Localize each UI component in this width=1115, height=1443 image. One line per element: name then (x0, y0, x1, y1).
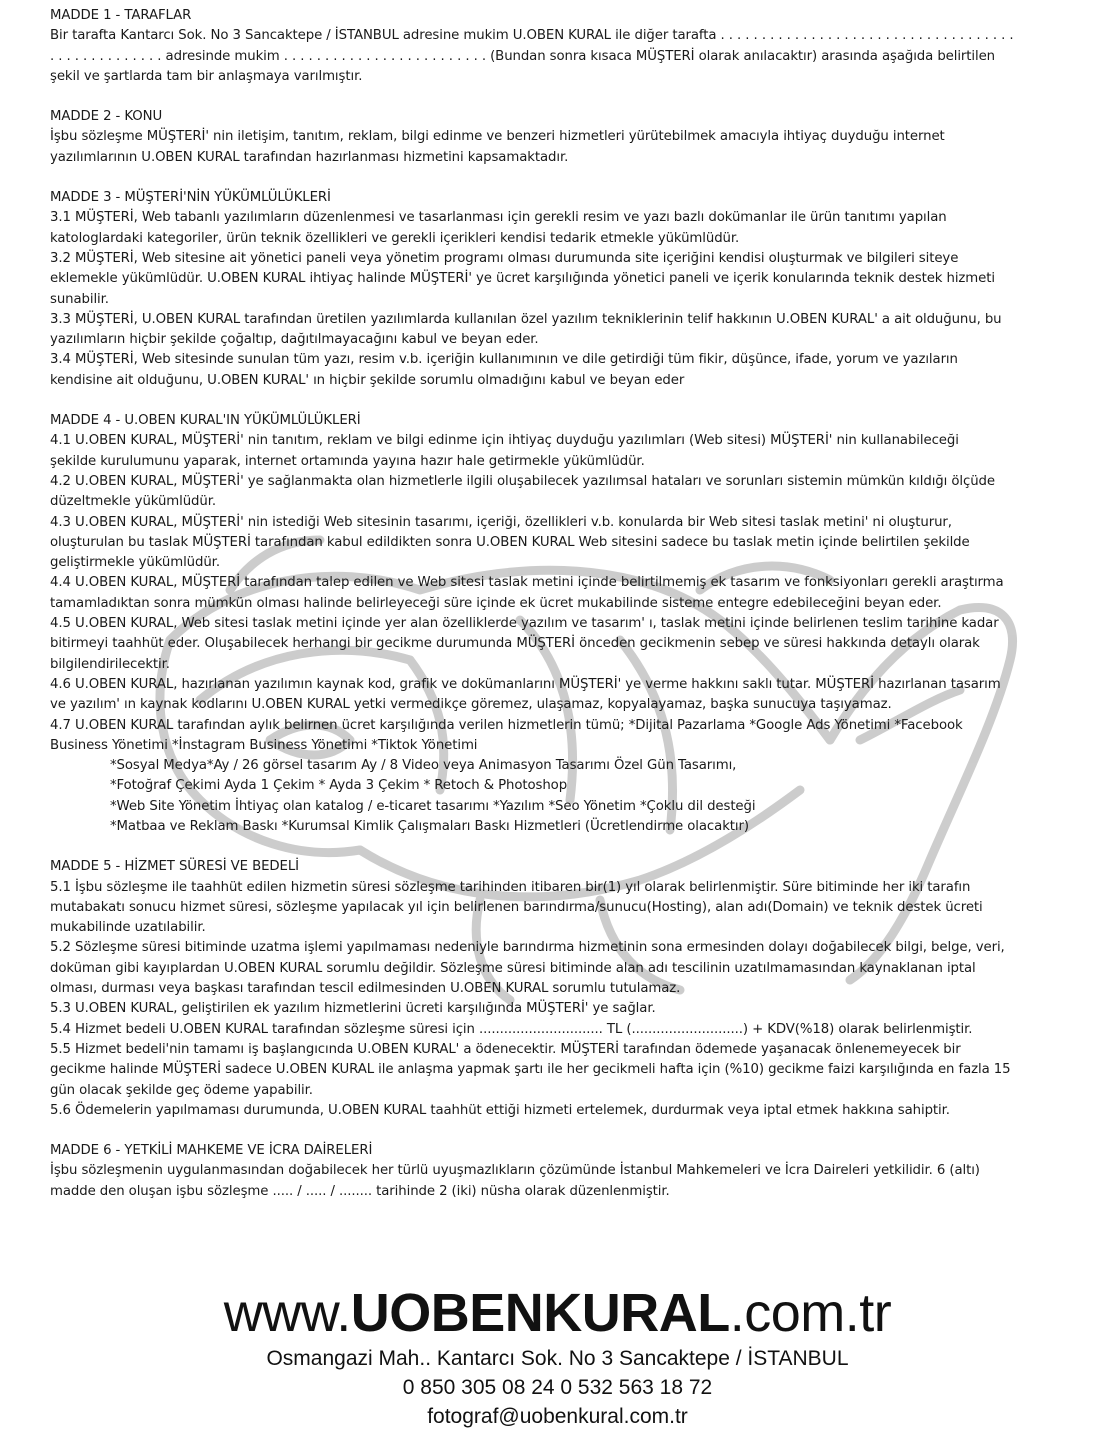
phone-numbers[interactable]: 0 850 305 08 24 0 532 563 18 72 (402, 1376, 713, 1399)
email-address[interactable]: fotograf@uobenkural.com.tr (427, 1405, 688, 1428)
section-5-line: 5.1 İşbu sözleşme ile taahhüt edilen hizmetin süresi sözleşme tarihinden itibaren bir(1) yıl olarak belirlenmiştir. Süre bitiminde her iki tarafın (50, 879, 971, 895)
section-5-line: 5.6 Ödemelerin yapılmaması durumunda, U.OBEN KURAL taahhüt ettiği hizmeti ertelemek, durdurmak veya iptal etmek hakkına sahiptir. (50, 1102, 950, 1118)
section-5-line: mukabilinde uzatılabilir. (50, 920, 206, 936)
website-brand: UOBENKURAL (350, 1283, 730, 1343)
section-4-line: 4.7 U.OBEN KURAL tarafından aylık belirnen ücret karşılığında verilen hizmetlerin tümü; *Dijital Pazarlama *Google Ads Yönetimi *Facebook (50, 717, 963, 733)
section-4-line: düzeltmekle yükümlüdür. (50, 494, 217, 510)
section-2-line: İşbu sözleşme MÜŞTERİ' nin iletişim, tanıtım, reklam, bilgi edinme ve benzeri hizmetleri yürütebilmek amacıyla ihtiyaç duyduğu internet (50, 129, 945, 145)
section-1-line: Bir tarafta Kantarcı Sok. No 3 Sancaktepe / İSTANBUL adresine mukim U.OBEN KURAL ile diğer tarafta . . . . . . . . . . . . . . . . . . . . . . . . . . . . . . . . . . . . (50, 28, 1014, 44)
section-2-title: MADDE 2 - KONU (50, 109, 163, 125)
section-5-line: 5.2 Sözleşme süresi bitiminde uzatma işlemi yapılmaması nedeniyle barındırma hizmetinin sona ermesinden dolayı doğabilecek bilgi, belge, veri, (50, 940, 1005, 956)
section-4-line: şekilde kurulumunu yaparak, internet ortamında yayına hazır hale getirmekle yükümlüdür. (50, 453, 645, 469)
section-5-line: olması, durması veya başkası tarafından tescil edilmesinden U.OBEN KURAL sorumlu tutulamaz. (50, 981, 681, 997)
section-4-line: 4.6 U.OBEN KURAL, hazırlanan yazılımın kaynak kod, grafik ve dokümanlarını MÜŞTERİ' ye verme hakkını saklı tutar. MÜŞTERİ hazırlanan tasarım (50, 676, 1001, 692)
section-5-line: gün olacak şekilde geç ödeme yapabilir. (50, 1082, 313, 1098)
section-5-title: MADDE 5 - HİZMET SÜRESİ VE BEDELİ (50, 859, 299, 875)
section-3-line: yazılımların hiçbir şekilde çoğaltıp, dağıtılmayacağını kabul ve beyan eder. (50, 332, 539, 348)
section-4-line: Business Yönetimi *İnstagram Business Yönetimi *Tiktok Yönetimi (50, 737, 478, 753)
website-url[interactable] (0, 1282, 1115, 1344)
section-3-line: 3.4 MÜŞTERİ, Web sitesinde sunulan tüm yazı, resim v.b. içeriğin kullanımının ve dile getirdiği tüm fikir, düşünce, ifade, yorum ve yazıların (50, 352, 958, 368)
section-4-provider-obligations (50, 411, 1070, 837)
section-5-line: doküman gibi kayıplardan U.OBEN KURAL sorumlu değildir. Sözleşme süresi bitiminde alan adı tescilinin uzatılmamasından kaynaklanan iptal (50, 960, 976, 976)
website-suffix: .com.tr (729, 1283, 892, 1343)
section-4-line: 4.5 U.OBEN KURAL, Web sitesi taslak metini içinde yer alan özelliklerde yazılım ve tasarım' ı, taslak metini içinde belirlenen teslim tarihine kadar (50, 616, 999, 632)
section-3-line: katologlardaki kategoriler, ürün teknik özellikleri ve gerekli içerikleri kendisi tedarik etmekle yükümlüdür. (50, 230, 740, 246)
section-4-line: 4.2 U.OBEN KURAL, MÜŞTERİ' ye sağlanmakta olan hizmetlerle ilgili oluşabilecek yazılımsal hataları ve sorunları sistemin mümkün kıldığı ölçüde (50, 473, 995, 489)
section-4-line: geliştirmekle yükümlüdür. (50, 555, 220, 571)
section-4-line: bilgilendirilecektir. (50, 656, 170, 672)
section-6-line: İşbu sözleşmenin uygulanmasından doğabilecek her türlü uyuşmazlıkların çözümünde İstanbul Mahkemeleri ve İcra Daireleri yetkilidir. 6 (altı) (50, 1163, 980, 1179)
section-4-line: 4.4 U.OBEN KURAL, MÜŞTERİ tarafından talep edilen ve Web sitesi taslak metini içinde belirtilmemiş ek tasarım ve fonksiyonları gerekli araştırma (50, 575, 1004, 591)
website-prefix: www. (223, 1283, 351, 1343)
section-4-title: MADDE 4 - U.OBEN KURAL'IN YÜKÜMLÜLÜKLERİ (50, 413, 361, 429)
section-3-line: sunabilir. (50, 291, 109, 307)
section-4-line: tamamladıktan sonra mümkün olması halinde belirleyeceği süre içinde ek ücret mukabilinde sisteme entegre edebileceğini beyan eder. (50, 595, 942, 611)
section-3-line: eklemekle yükümlüdür. U.OBEN KURAL ihtiyaç halinde MÜŞTERİ' ye ücret karşılığında yönetici paneli ve içerik konularında teknik destek hizmeti (50, 271, 995, 287)
section-5-line: 5.5 Hizmet bedeli'nin tamamı iş başlangıcında U.OBEN KURAL' a ödenecektir. MÜŞTERİ tarafından ödemede yaşanacak önlenemeyecek bir (50, 1041, 961, 1057)
section-5-line: gecikme halinde MÜŞTERİ sadece U.OBEN KURAL ile anlaşma yapmak şartı ile her gecikmeli hafta için (%10) gecikme faizi karşılığında en fazla 15 (50, 1062, 1011, 1078)
service-list-item: *Web Site Yönetim İhtiyaç olan katalog / e-ticaret tasarımı *Yazılım *Seo Yönetim *Çoklu dil desteği (110, 798, 756, 814)
section-6-line: madde den oluşan işbu sözleşme ..... / ..... / ........ tarihinde 2 (iki) nüsha olarak düzenlenmiştir. (50, 1183, 670, 1199)
contract-document (50, 6, 1070, 1222)
company-address: Osmangazi Mah.. Kantarcı Sok. No 3 Sancaktepe / İSTANBUL (266, 1347, 849, 1370)
section-1-line: . . . . . . . . . . . . . . adresinde mukim . . . . . . . . . . . . . . . . . . . . . . . . . (Bundan sonra kısaca MÜŞTERİ olarak anılacaktır) arasında aşağıda belirtilen (50, 48, 996, 64)
section-3-line: 3.2 MÜŞTERİ, Web sitesine ait yönetici paneli veya yönetim programı olması durumunda site içeriğini kendisi oluşturmak ve bilgileri siteye (50, 250, 959, 266)
section-4-line: oluşturulan bu taslak MÜŞTERİ tarafından kabul edildikten sonra U.OBEN KURAL Web sitesini sadece bu taslak metin içinde belirtilen şekilde (50, 534, 970, 550)
section-6-jurisdiction (50, 1141, 1070, 1202)
section-5-line: 5.3 U.OBEN KURAL, geliştirilen ek yazılım hizmetlerini ücreti karşılığında MÜŞTERİ' ye sağlar. (50, 1001, 656, 1017)
company-footer (0, 1282, 1115, 1431)
section-3-title: MADDE 3 - MÜŞTERİ'NİN YÜKÜMLÜLÜKLERİ (50, 190, 331, 206)
section-2-line: yazılımlarının U.OBEN KURAL tarafından hazırlanması hizmetini kapsamaktadır. (50, 149, 569, 165)
service-list-item: *Fotoğraf Çekimi Ayda 1 Çekim * Ayda 3 Çekim * Retoch & Photoshop (110, 778, 568, 794)
section-6-title: MADDE 6 - YETKİLİ MAHKEME VE İCRA DAİRELERİ (50, 1143, 373, 1159)
section-5-line: 5.4 Hizmet bedeli U.OBEN KURAL tarafından sözleşme süresi için .............................. TL (...........................) + KDV(%18) olarak belirlenmiştir. (50, 1021, 973, 1037)
section-2-subject (50, 107, 1070, 168)
section-1-line: şekil ve şartlarda tam bir anlaşmaya varılmıştır. (50, 68, 363, 84)
section-4-line: 4.1 U.OBEN KURAL, MÜŞTERİ' nin tanıtım, reklam ve bilgi edinme için ihtiyaç duyduğu yazılımları (Web sitesi) MÜŞTERİ' nin kullanabileceği (50, 433, 959, 449)
section-1-title: MADDE 1 - TARAFLAR (50, 8, 192, 23)
section-4-line: bitirmeyi taahhüt eder. Oluşabilecek herhangi bir gecikme durumunda MÜŞTERİ önceden gecikmenin sebep ve süresi hakkında detaylı olarak (50, 636, 980, 652)
section-5-line: mutabakatı sonucu hizmet süresi, sözleşme yapılacak yıl için belirlenen barındırma/sunucu(Hosting), alan adı(Domain) ve teknik destek ücreti (50, 899, 983, 915)
service-list-item: *Sosyal Medya*Ay / 26 görsel tasarım Ay / 8 Video veya Animasyon Tasarımı Özel Gün Tasarımı, (110, 758, 737, 774)
section-4-line: 4.3 U.OBEN KURAL, MÜŞTERİ' nin istediği Web sitesinin tasarımı, içeriği, özellikleri v.b. konularda bir Web sitesi taslak metini' ni oluşturur, (50, 514, 952, 530)
service-list-item: *Matbaa ve Reklam Baskı *Kurumsal Kimlik Çalışmaları Baskı Hizmetleri (Ücretlendirme olacaktır) (110, 818, 749, 834)
section-5-duration-fee (50, 857, 1070, 1121)
section-1-parties (50, 6, 1070, 87)
section-4-line: ve yazılım' ın kaynak kodlarını U.OBEN KURAL yetki vermedikçe göremez, ulaşamaz, kopyalayamaz, başka sunucuya taşıyamaz. (50, 697, 892, 713)
section-3-customer-obligations (50, 188, 1070, 391)
section-3-line: kendisine ait olduğunu, U.OBEN KURAL' ın hiçbir şekilde sorumlu olmadığını kabul ve beyan eder (50, 372, 685, 388)
section-3-line: 3.1 MÜŞTERİ, Web tabanlı yazılımların düzenlenmesi ve tasarlanması için gerekli resim ve yazı bazlı dokümanlar ile ürün tanıtımı yapılan (50, 210, 947, 226)
section-3-line: 3.3 MÜŞTERİ, U.OBEN KURAL tarafından üretilen yazılımlarda kullanılan özel yazılım tekniklerinin telif hakkının U.OBEN KURAL' a ait olduğunu, bu (50, 311, 1002, 327)
